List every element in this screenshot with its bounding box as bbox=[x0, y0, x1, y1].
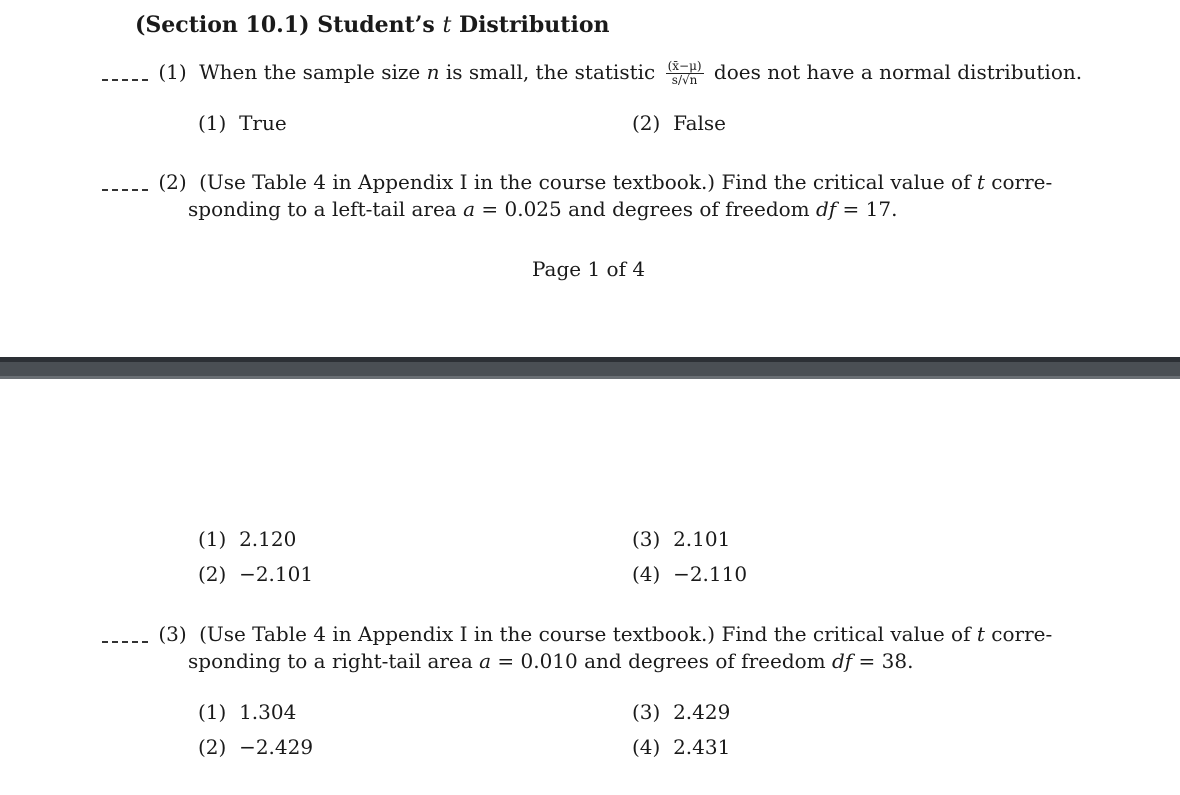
option-number: (4) bbox=[632, 735, 661, 759]
option-number: (4) bbox=[632, 562, 661, 586]
answer-blank-1[interactable] bbox=[102, 79, 148, 81]
option-number: (1) bbox=[198, 527, 227, 551]
q3-line1-a: (Use Table 4 in Appendix I in the course textbook.) Find the critical value of bbox=[199, 622, 977, 646]
question-2 bbox=[102, 170, 1052, 194]
q2-option-3[interactable] bbox=[632, 527, 730, 551]
page-separator bbox=[0, 357, 1180, 379]
question-1 bbox=[102, 60, 1082, 87]
q3-option-4[interactable] bbox=[632, 735, 730, 759]
question-3-line-2 bbox=[188, 649, 913, 673]
q3-line2-c: = 38. bbox=[852, 649, 914, 673]
option-label: 2.429 bbox=[673, 700, 731, 724]
q2-line1-a: (Use Table 4 in Appendix I in the course textbook.) Find the critical value of bbox=[199, 170, 977, 194]
option-number: (2) bbox=[198, 735, 227, 759]
title-prefix: (Section 10.1) Student’s bbox=[135, 12, 443, 38]
option-label: 2.431 bbox=[673, 735, 731, 759]
answer-blank-3[interactable] bbox=[102, 641, 148, 643]
section-title bbox=[135, 12, 610, 38]
q1-text-a: When the sample size bbox=[199, 60, 427, 84]
q3-option-2[interactable] bbox=[198, 735, 313, 759]
statistic-fraction bbox=[666, 60, 704, 87]
q2-line2-a: sponding to a left-tail area bbox=[188, 197, 464, 221]
q2-var-df: df bbox=[815, 197, 837, 221]
option-label: 2.101 bbox=[673, 527, 731, 551]
option-label: False bbox=[673, 111, 727, 135]
page-number: Page 1 of 4 bbox=[532, 257, 646, 281]
q2-option-2[interactable] bbox=[198, 562, 313, 586]
q2-number: (2) bbox=[158, 170, 187, 194]
option-number: (1) bbox=[198, 700, 227, 724]
option-label: 1.304 bbox=[239, 700, 297, 724]
q1-option-2[interactable] bbox=[632, 111, 726, 135]
q2-option-1[interactable] bbox=[198, 527, 296, 551]
option-number: (1) bbox=[198, 111, 227, 135]
q3-var-t: t bbox=[976, 622, 985, 646]
q1-option-1[interactable] bbox=[198, 111, 287, 135]
answer-blank-2[interactable] bbox=[102, 189, 148, 191]
q2-var-t: t bbox=[976, 170, 985, 194]
q2-line2-b: = 0.025 and degrees of freedom bbox=[475, 197, 816, 221]
q3-option-1[interactable] bbox=[198, 700, 296, 724]
title-var: t bbox=[442, 13, 452, 38]
q1-number: (1) bbox=[158, 60, 187, 84]
q1-text-b: is small, the statistic bbox=[439, 60, 656, 84]
q2-line1-b: corre- bbox=[984, 170, 1053, 194]
option-label: True bbox=[239, 111, 287, 135]
option-label: −2.101 bbox=[239, 562, 314, 586]
q3-var-a: a bbox=[479, 649, 492, 673]
q2-option-4[interactable] bbox=[632, 562, 747, 586]
option-label: −2.110 bbox=[673, 562, 748, 586]
q3-option-3[interactable] bbox=[632, 700, 730, 724]
q3-line1-b: corre- bbox=[984, 622, 1053, 646]
q3-number: (3) bbox=[158, 622, 187, 646]
option-label: 2.120 bbox=[239, 527, 297, 551]
option-number: (3) bbox=[632, 527, 661, 551]
fraction-denominator: s/√n bbox=[671, 73, 698, 87]
question-2-line-2 bbox=[188, 197, 897, 221]
option-number: (3) bbox=[632, 700, 661, 724]
fraction-numerator: (x̄−μ) bbox=[667, 59, 702, 73]
option-number: (2) bbox=[198, 562, 227, 586]
q2-line2-c: = 17. bbox=[836, 197, 898, 221]
q1-var-n: n bbox=[426, 60, 440, 84]
q3-var-df: df bbox=[831, 649, 853, 673]
question-3 bbox=[102, 622, 1052, 646]
q3-line2-b: = 0.010 and degrees of freedom bbox=[491, 649, 832, 673]
option-label: −2.429 bbox=[239, 735, 314, 759]
option-number: (2) bbox=[632, 111, 661, 135]
q3-line2-a: sponding to a right-tail area bbox=[188, 649, 480, 673]
title-suffix: Distribution bbox=[451, 12, 610, 38]
q2-var-a: a bbox=[463, 197, 476, 221]
q1-text-c: does not have a normal distribution. bbox=[713, 60, 1083, 84]
